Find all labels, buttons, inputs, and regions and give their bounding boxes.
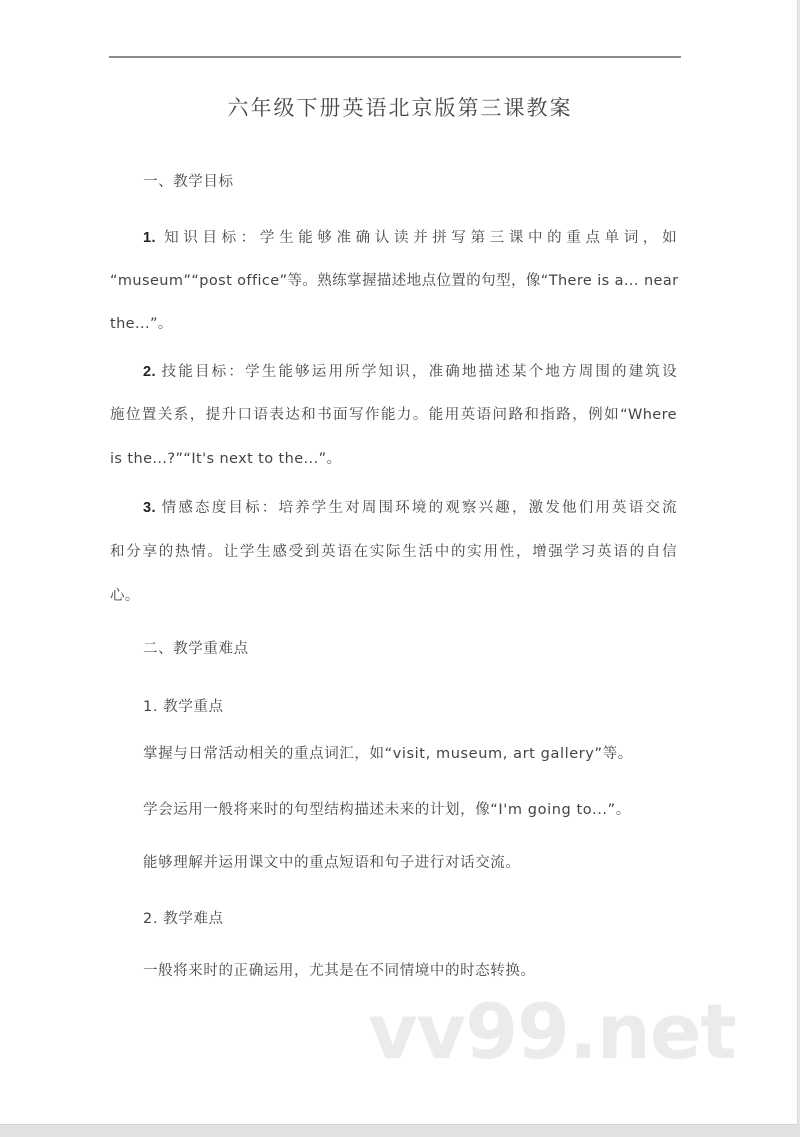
subheading-key-points: 1. 教学重点	[143, 699, 224, 715]
objective-2-text: 技能目标：学生能够运用所学知识，准确地描述某个地方周围的建筑设	[159, 364, 677, 380]
objective-3-line-3: 心。	[110, 588, 140, 604]
section-heading-teaching-objectives: 一、教学目标	[143, 174, 234, 190]
key-point-1: 掌握与日常活动相关的重点词汇，如“visit, museum, art gallery”等。	[143, 746, 633, 762]
objective-3-text: 情感态度目标：培养学生对周围环境的观察兴趣，激发他们用英语交流	[159, 500, 677, 516]
difficult-point-1: 一般将来时的正确运用，尤其是在不同情境中的时态转换。	[143, 963, 536, 979]
objective-1-text: 知识目标：学生能够准确认读并拼写第三课中的重点单词，如	[159, 230, 677, 246]
header-rule	[109, 56, 681, 58]
watermark: vv99.net	[368, 987, 736, 1076]
objective-2-line-2: 施位置关系，提升口语表达和书面写作能力。能用英语问路和指路，例如“Where	[110, 407, 677, 423]
key-point-2: 学会运用一般将来时的句型结构描述未来的计划，像“I'm going to...”。	[143, 802, 631, 818]
objective-3-line-1	[143, 496, 677, 517]
page-bottom-edge	[0, 1125, 800, 1137]
objective-1-number: 1.	[143, 230, 156, 246]
objective-2-line-3: is the...?”“It's next to the...”。	[110, 451, 342, 467]
objective-1-line-2: “museum”“post office”等。熟练掌握描述地点位置的句型，像“There is a... near	[110, 273, 679, 289]
objective-1-line-1	[143, 226, 677, 247]
subheading-difficult-points: 2. 教学难点	[143, 911, 224, 927]
section-heading-key-difficult-points: 二、教学重难点	[143, 641, 249, 657]
objective-3-line-2: 和分享的热情。让学生感受到英语在实际生活中的实用性，增强学习英语的自信	[110, 544, 677, 560]
objective-2-number: 2.	[143, 364, 156, 380]
objective-1-line-3: the...”。	[110, 316, 173, 332]
key-point-3: 能够理解并运用课文中的重点短语和句子进行对话交流。	[143, 855, 521, 871]
objective-3-number: 3.	[143, 500, 156, 516]
document-title: 六年级下册英语北京版第三课教案	[227, 96, 573, 120]
objective-2-line-1	[143, 360, 677, 381]
